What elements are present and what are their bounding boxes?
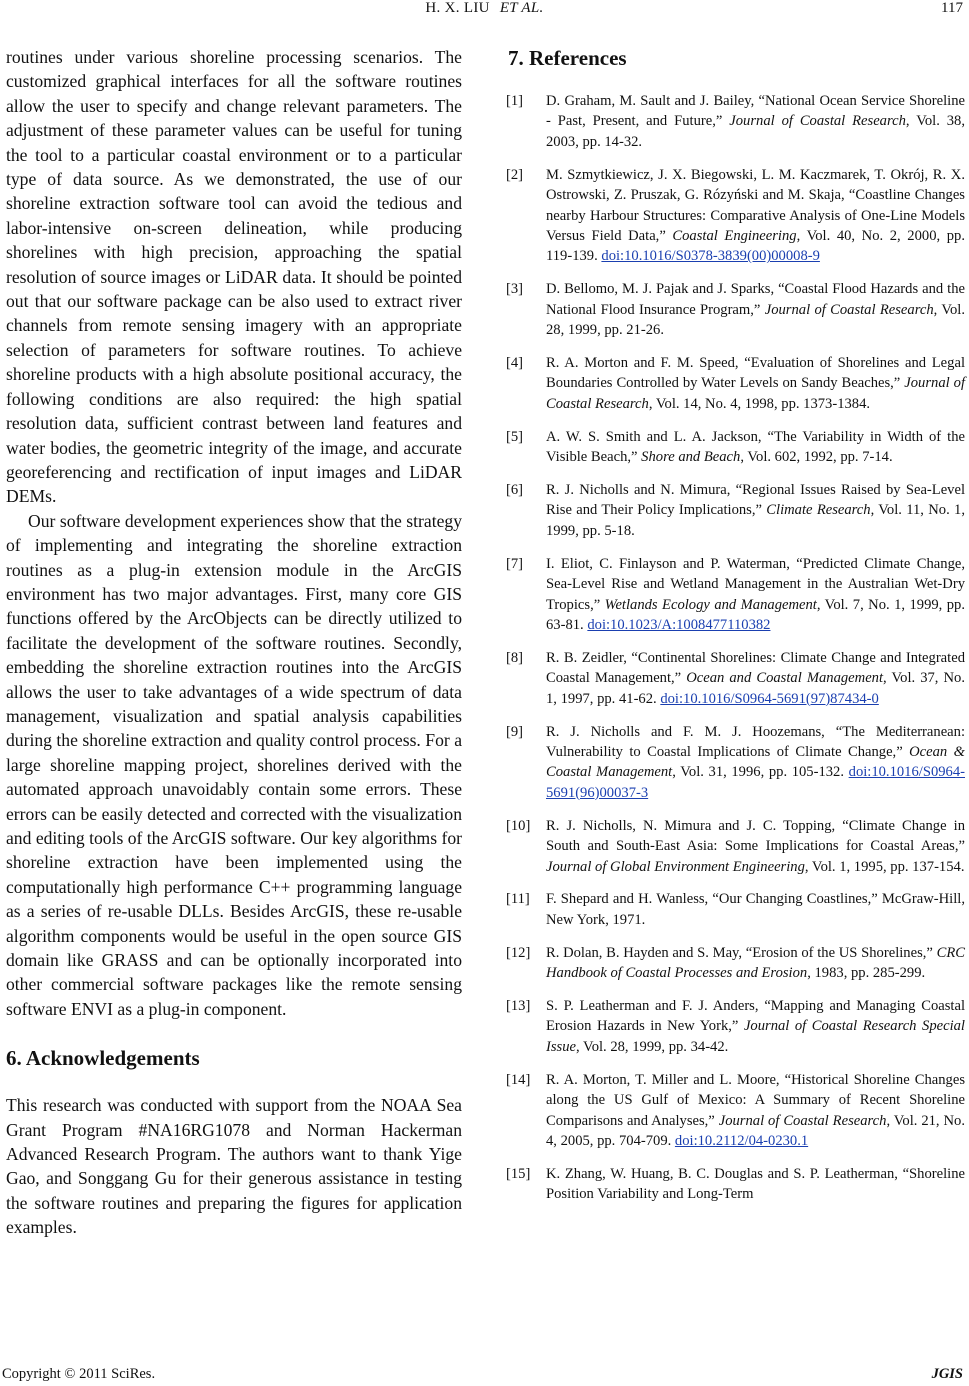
reference-text (546, 427, 965, 468)
reference-text (546, 816, 965, 877)
reference-item (506, 279, 965, 340)
running-head-etal: ET AL. (499, 0, 544, 16)
reference-details: , Vol. 38, 2003, pp. 14-32. (546, 113, 965, 150)
reference-details: , Vol. 11, No. 1, 1999, pp. 5-18. (546, 502, 965, 539)
reference-number: [3] (506, 281, 524, 298)
reference-source: Ocean and Coastal Management (686, 670, 884, 687)
reference-details: , Vol. 28, 1999, pp. 21-26. (546, 301, 965, 339)
reference-text (546, 722, 965, 804)
page-number: 117 (941, 0, 963, 16)
reference-citation: A. W. S. Smith and L. A. Jackson, “The Variability in Width of the Visible Beach,” (546, 428, 965, 466)
reference-number: [8] (506, 649, 524, 666)
running-head-authors: H. X. LIU (425, 0, 490, 16)
reference-source: Wetlands Ecology and Management (604, 596, 817, 613)
reference-number: [15] (506, 1165, 531, 1182)
doi-link[interactable]: doi:10.2112/04-0230.1 (674, 1132, 809, 1149)
reference-item (506, 1164, 965, 1205)
reference-number: [14] (506, 1071, 531, 1088)
reference-text (546, 91, 965, 152)
reference-source: Climate Research (766, 502, 871, 519)
reference-details: , Vol. 1, 1995, pp. 137-154. (804, 858, 965, 875)
reference-source: Journal of Coastal Research (546, 375, 965, 412)
reference-item (506, 1070, 965, 1152)
reference-number: [6] (506, 482, 524, 498)
reference-details: , Vol. 21, No. 4, 2005, pp. 704-709. (546, 1112, 965, 1149)
reference-source: Ocean & Coastal Management (546, 743, 965, 781)
reference-text (546, 353, 965, 414)
reference-number: [5] (506, 428, 524, 445)
reference-citation: R. Dolan, B. Hayden and S. May, “Erosion of the US Shorelines,” (546, 944, 937, 961)
reference-citation: D. Graham, M. Sault and J. Bailey, “National Ocean Service Shoreline - Past, Present, and Future,” (546, 93, 965, 130)
reference-source: Journal of Coastal Research Special Issue (546, 1018, 965, 1055)
reference-details: , Vol. 28, 1999, pp. 34-42. (576, 1038, 729, 1055)
reference-item (506, 722, 965, 804)
reference-citation: R. J. Nicholls, N. Mimura and J. C. Topping, “Climate Change in South and South-East Asia: Some Implications for Coastal Areas,” (546, 817, 965, 855)
body-paragraph: Our software development experiences show that the strategy of implementing and integrating the shoreline extraction routines as a plug-in extension module in the ArcGIS environment has two major advantages. First, many core GIS functions offered by the ArcObjects can be directly utilized to facilitate the development of the software routines. Secondly, embedding the shoreline extraction routines into the ArcGIS allows the user to take advantages of a wide spectrum of data management, visualization and spatial analysis capabilities during the shoreline extraction and quality control process. For a large shoreline mapping project, shorelines derived with the automated approach unavoidably contain some errors. These errors can be easily detected and corrected with the visualization and editing tools of the ArcGIS software. Our key algorithms for shoreline extraction have been implemented using the computationally high performance C++ programming language as a series of re-usable DLLs. Besides ArcGIS, these re-usable algorithm components would be useful in the open source GIS domain like GRASS and can be optionally incorporated into other commercial software packages like the remote sensing software ENVI as a plug-in component. (6, 510, 462, 1019)
reference-text (546, 996, 965, 1057)
reference-number: [13] (506, 998, 531, 1015)
reference-source: Journal of Coastal Research (729, 113, 906, 130)
reference-item (506, 943, 965, 984)
reference-citation: K. Zhang, W. Huang, B. C. Douglas and S. P. Leatherman, “Shoreline Position Variability and Long-Term (546, 1165, 965, 1203)
reference-text (546, 554, 965, 636)
reference-number: [12] (506, 944, 531, 961)
reference-item (506, 91, 965, 152)
reference-details: , Vol. 37, No. 1, 1997, pp. 41-62. (546, 670, 966, 707)
journal-abbrev: JGIS (931, 1366, 963, 1382)
reference-list (506, 91, 965, 1205)
reference-details: , Vol. 31, 1996, pp. 105-132. (672, 764, 849, 781)
reference-item (506, 165, 965, 267)
reference-details: , Vol. 40, No. 2, 2000, pp. 119-139. (546, 227, 965, 265)
reference-citation: R. A. Morton and F. M. Speed, “Evaluation of Shorelines and Legal Boundaries Controlled by Water Levels on Sandy Beaches,” (546, 354, 965, 392)
reference-item (506, 996, 965, 1057)
section-heading-references: 7. References (508, 46, 627, 70)
reference-text (546, 1070, 965, 1152)
doi-link[interactable]: doi:10.1016/S0964-5691(97)87434-0 (660, 690, 879, 707)
reference-item (506, 480, 965, 541)
reference-source: Journal of Coastal Research (718, 1112, 887, 1129)
reference-source: Coastal Engineering (672, 227, 797, 244)
reference-citation: R. B. Zeidler, “Continental Shorelines: Climate Change and Integrated Coastal Management,” (546, 649, 965, 687)
reference-source: CRC Handbook of Coastal Processes and Erosion (546, 944, 965, 982)
reference-citation: R. J. Nicholls and N. Mimura, “Regional Issues Raised by Sea-Level Rise and Their Policy Implications,” (546, 482, 965, 519)
reference-item (506, 889, 965, 930)
reference-text (546, 943, 965, 984)
doi-link[interactable]: doi:10.1016/S0378-3839(00)00008-9 (601, 248, 820, 265)
right-column (506, 45, 965, 1217)
reference-number: [1] (506, 93, 524, 109)
reference-citation: S. P. Leatherman and F. J. Anders, “Mapping and Managing Coastal Erosion Hazards in New York,” (546, 998, 965, 1035)
reference-source: Journal of Coastal Research (764, 301, 934, 318)
reference-number: [11] (506, 891, 530, 908)
doi-link[interactable]: doi:10.1016/S0964-5691(96)00037-3 (546, 764, 965, 801)
page-header (0, 0, 969, 34)
reference-text (546, 279, 965, 340)
reference-item (506, 816, 965, 877)
reference-text (546, 1164, 965, 1205)
reference-details: , Vol. 602, 1992, pp. 7-14. (740, 449, 893, 466)
reference-citation: F. Shepard and H. Wanless, “Our Changing Coastlines,” McGraw-Hill, New York, 1971. (546, 891, 965, 928)
acknowledgements-text: This research was conducted with support from the NOAA Sea Grant Program #NA16RG1078 and Norman Hackerman Advanced Research Program. The authors want to thank Yige Gao, and Songgang Gu for their generous assistance in testing the software routines and preparing the figures for application examples. (6, 1095, 462, 1238)
doi-link[interactable]: doi:10.1023/A:1008477110382 (587, 616, 771, 633)
reference-text (546, 165, 965, 267)
running-head (0, 0, 969, 17)
reference-item (506, 554, 965, 636)
reference-details: , Vol. 7, No. 1, 1999, pp. 63-81. (546, 596, 965, 633)
reference-source: Shore and Beach (641, 449, 741, 466)
reference-item (506, 353, 965, 414)
reference-citation: I. Eliot, C. Finlayson and P. Waterman, “Predicted Climate Change, Sea-Level Rise and Wetland Management in the Australian Wet-Dry Tropics,” (546, 555, 965, 613)
reference-number: [4] (506, 354, 524, 371)
reference-citation: M. Szmytkiewicz, J. X. Biegowski, L. M. Kaczmarek, T. Okrój, R. X. Ostrowski, Z. Pruszak, G. Rózyński and M. Skaja, “Coastline Changes nearby Harbour Structures: Comparative Analysis of One-Line Models Versus Field Data,” (546, 166, 965, 244)
reference-item (506, 648, 965, 709)
reference-text (546, 648, 965, 709)
reference-details: , 1983, pp. 285-299. (807, 965, 926, 982)
reference-citation: R. J. Nicholls and F. M. J. Hoozemans, “The Mediterranean: Vulnerability to Coastal Implications of Climate Change,” (546, 723, 965, 760)
copyright-notice: Copyright © 2011 SciRes. (2, 1366, 156, 1382)
reference-text (546, 889, 965, 930)
reference-source: Journal of Global Environment Engineering (546, 858, 805, 875)
reference-text (546, 480, 965, 541)
reference-item (506, 427, 965, 468)
reference-number: [7] (506, 555, 524, 572)
reference-details: , Vol. 14, No. 4, 1998, pp. 1373-1384. (648, 395, 871, 412)
body-paragraph: routines under various shoreline processing scenarios. The customized graphical interfaces for all the software routines allow the user to specify and change relevant parameters. The adjustment of these parameter values can be useful for tuning the tool to a particular coastal environment or to a particular type of data source. As we demonstrated, the use of our shoreline extraction software tool can avoid the tedious and labor-intensive on-screen delineation, while producing shorelines with high precision, approaching the spatial resolution of source images or LiDAR data. It should be pointed out that our software package can be also used to extract river channels from remote sensing imagery with an appropriate selection of parameters for software routines. To achieve shoreline products with a high absolute positional accuracy, the following conditions are also required: the high spatial resolution data, sufficient contrast between land features and water bodies, the geometric integrity of the image, and accurate georeferencing and rectification of input images and LiDAR DEMs. (6, 47, 462, 507)
page-footer (0, 1366, 969, 1386)
reference-number: [2] (506, 166, 524, 183)
reference-citation: D. Bellomo, M. J. Pajak and J. Sparks, “Coastal Flood Hazards and the National Flood Insurance Program,” (546, 281, 965, 318)
reference-number: [9] (506, 723, 524, 740)
left-column (6, 45, 462, 1240)
reference-number: [10] (506, 817, 531, 834)
section-heading-acknowledgements: 6. Acknowledgements (6, 1046, 200, 1071)
reference-citation: R. A. Morton, T. Miller and L. Moore, “Historical Shoreline Changes along the US Gulf of Mexico: A Summary of Recent Shoreline Comparisons and Analyses,” (546, 1071, 965, 1129)
